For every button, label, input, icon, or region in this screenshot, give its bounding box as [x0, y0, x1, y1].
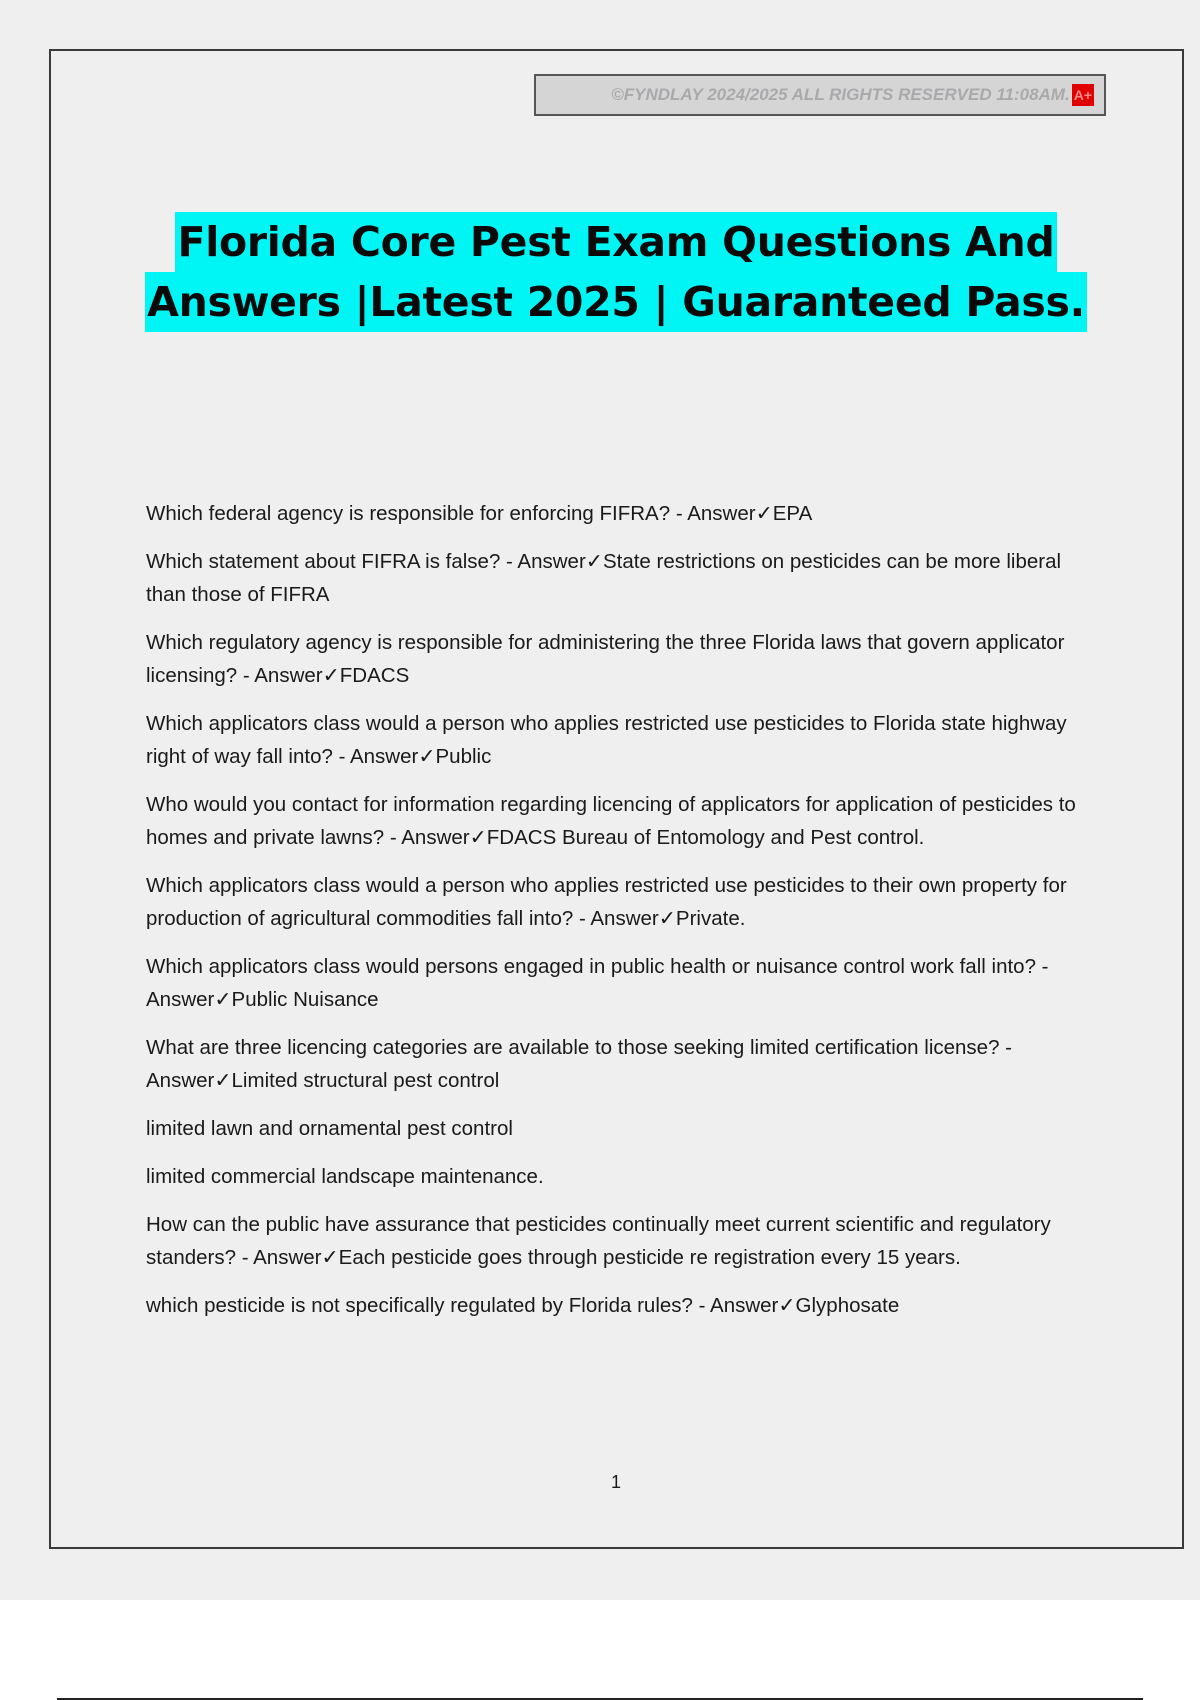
grade-badge: A+: [1072, 84, 1094, 106]
copyright-text: ©FYNDLAY 2024/2025 ALL RIGHTS RESERVED 11:08AM.: [611, 85, 1070, 104]
qa-item: Which federal agency is responsible for enforcing FIFRA? - Answer✓EPA: [146, 502, 813, 525]
qa-item: which pesticide is not specifically regulated by Florida rules? - Answer✓Glyphosate: [146, 1294, 900, 1317]
qa-item: Which applicators class would a person who applies restricted use pesticides to their own property for production of agricultural commodities fall into? - Answer✓Private.: [146, 874, 1067, 930]
qa-item: Which regulatory agency is responsible for administering the three Florida laws that govern applicator licensing? - Answer✓FDACS: [146, 631, 1065, 687]
qa-item: Which applicators class would a person who applies restricted use pesticides to Florida state highway right of way fall into? - Answer✓Public: [146, 712, 1067, 768]
qa-item: Who would you contact for information regarding licencing of applicators for application of pesticides to homes and private lawns? - Answer✓FDACS Bureau of Entomology and Pest control.: [146, 793, 1076, 849]
qa-item: limited lawn and ornamental pest control: [146, 1117, 513, 1140]
qa-item: Which applicators class would persons engaged in public health or nuisance control work fall into? - Answer✓Public Nuisance: [146, 955, 1049, 1011]
qa-item: What are three licencing categories are available to those seeking limited certification license? - Answer✓Limited structural pest control: [146, 1036, 1013, 1092]
qa-item: How can the public have assurance that pesticides continually meet current scientific and regulatory standers? - Answer✓Each pesticide goes through pesticide re registration every 15 years.: [146, 1213, 1051, 1269]
title-line-2: Answers |Latest 2025 | Guaranteed Pass.: [145, 272, 1087, 332]
page-number: 1: [610, 1472, 621, 1492]
document-title: [100, 212, 1132, 332]
qa-item: limited commercial landscape maintenance.: [146, 1165, 544, 1188]
qa-list: [146, 497, 1091, 1337]
copyright-header: [534, 74, 1106, 116]
title-line-1: Florida Core Pest Exam Questions And: [175, 212, 1056, 272]
qa-item: Which statement about FIFRA is false? - Answer✓State restrictions on pesticides can be more liberal than those of FIFRA: [146, 550, 1062, 606]
